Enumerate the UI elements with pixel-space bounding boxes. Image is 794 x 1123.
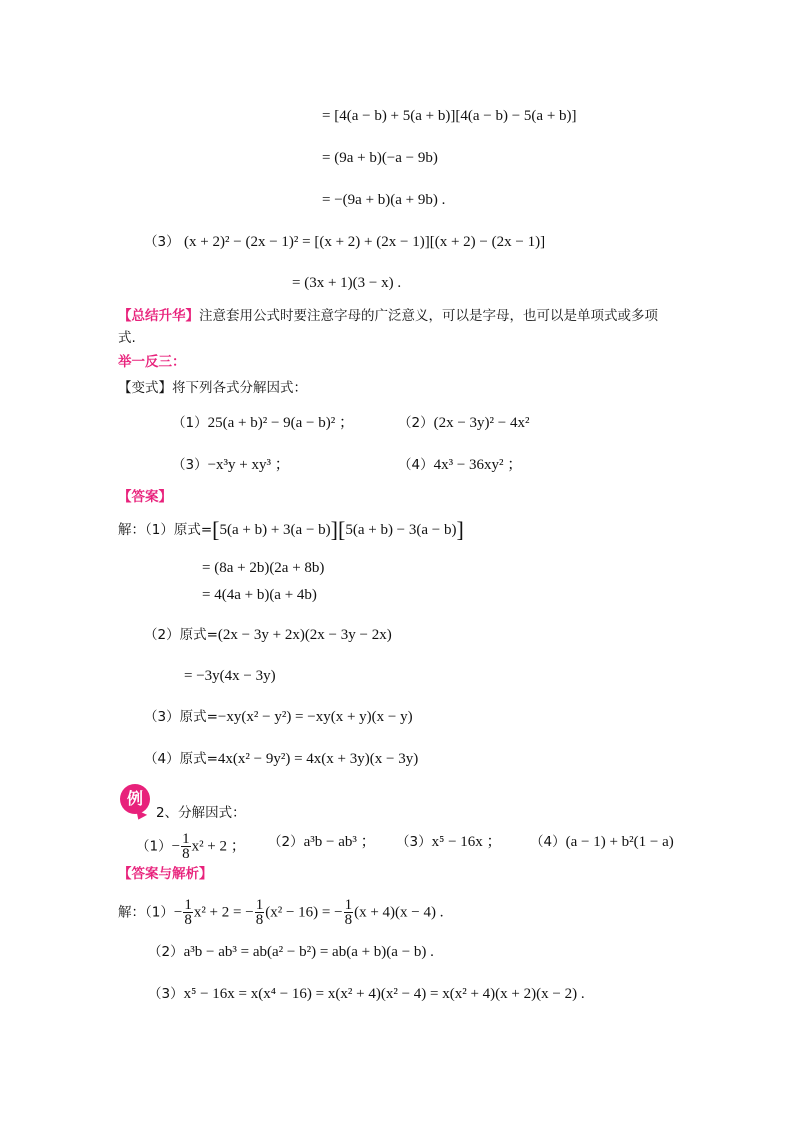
- answer-prefix: （4）原式=: [144, 751, 218, 767]
- expression: 4x³ − 36xy² ；: [433, 457, 523, 473]
- summary-label: 【总结升华】: [118, 308, 199, 324]
- practice-title: 举一反三：: [118, 354, 186, 370]
- expression: 25(a + b)² − 9(a − b)² ；: [207, 415, 355, 431]
- sign: −: [173, 904, 183, 921]
- answer-prefix: （3）原式=: [144, 709, 218, 725]
- answer-line: = 4(4a + b)(a + 4b): [202, 587, 317, 603]
- fraction-numerator: 1: [184, 897, 192, 913]
- analysis-line-2: [148, 942, 434, 962]
- item-number: （3）: [172, 457, 208, 473]
- solution-line: = [4(a − b) + 5(a + b)][4(a − b) − 5(a + b)]: [322, 108, 577, 124]
- summary-paragraph: [118, 306, 658, 326]
- variant-label: 【变式】将下列各式分解因式：: [118, 380, 307, 396]
- fraction-denominator: 8: [344, 912, 353, 928]
- expression: (2x − 3y)² − 4x²: [433, 415, 530, 431]
- answer-line-4: [144, 749, 418, 769]
- practice-question-3: [172, 455, 290, 475]
- expression: x² + 2 ；: [191, 838, 246, 855]
- fraction-denominator: 8: [255, 912, 264, 928]
- expression: 5(a + b) − 3(a − b): [345, 522, 457, 538]
- example-problem-4: [530, 832, 674, 852]
- answer-prefix: 解：（1）: [118, 904, 174, 921]
- expression: 4x(x² − 9y²) = 4x(x + 3y)(x − 3y): [217, 751, 419, 767]
- item-number: （2）: [398, 415, 434, 431]
- example-problem-2: [268, 832, 376, 852]
- solution-line: = −(9a + b)(a + 9b) .: [322, 192, 446, 208]
- answer-prefix: （2）原式=: [144, 627, 218, 643]
- expression: (x² − 16) = −: [265, 904, 343, 921]
- item-number: （4）: [398, 457, 434, 473]
- item-number: （2）: [148, 944, 184, 960]
- fraction-numerator: 1: [255, 897, 264, 913]
- expression: x⁵ − 16x ；: [431, 834, 502, 850]
- expression: −xy(x² − y²) = −xy(x + y)(x − y): [217, 709, 413, 725]
- summary-text: 注意套用公式时要注意字母的广泛意义，可以是字母，也可以是单项式或多项: [199, 308, 658, 324]
- practice-question-2: [398, 413, 530, 433]
- answer-line-3: [144, 707, 413, 727]
- sign: −: [171, 838, 181, 855]
- fraction-numerator: 1: [344, 897, 353, 913]
- item-number: （1）: [172, 415, 208, 431]
- example-problem-1: [136, 832, 246, 861]
- expression: a³b − ab³ ；: [303, 834, 376, 850]
- example-title: 2、分解因式：: [156, 805, 246, 821]
- item-number: （3）: [144, 234, 180, 250]
- answer-line: = (8a + 2b)(2a + 8b): [202, 560, 325, 576]
- item-number: （2）: [268, 834, 304, 850]
- expression: (a − 1) + b²(1 − a): [565, 834, 674, 850]
- expression: (x + 2)² − (2x − 1)² = [(x + 2) + (2x − 1)][(x + 2) − (2x − 1)]: [184, 234, 546, 250]
- expression: x⁵ − 16x = x(x⁴ − 16) = x(x² + 4)(x² − 4) = x(x² + 4)(x + 2)(x − 2) .: [183, 986, 585, 1002]
- answer-prefix: 解：（1）原式=: [118, 522, 213, 538]
- solution-line-3: [144, 232, 545, 252]
- analysis-line-1: [118, 898, 443, 927]
- example-badge: 例: [120, 784, 150, 814]
- expression: (2x − 3y + 2x)(2x − 3y − 2x): [217, 627, 392, 643]
- solution-line: = (3x + 1)(3 − x) .: [292, 275, 402, 291]
- expression: a³b − ab³ = ab(a² − b²) = ab(a + b)(a − b) .: [183, 944, 434, 960]
- solution-line: = (9a + b)(−a − 9b): [322, 150, 438, 166]
- answer-line: = −3y(4x − 3y): [184, 668, 276, 684]
- fraction-denominator: 8: [184, 912, 192, 928]
- fraction-denominator: 8: [182, 846, 190, 862]
- example-problem-3: [396, 832, 502, 852]
- analysis-label: 【答案与解析】: [118, 866, 213, 882]
- answer-line-2: [144, 625, 392, 645]
- answer-label: 【答案】: [118, 489, 172, 505]
- item-number: （3）: [148, 986, 184, 1002]
- item-number: （1）: [136, 838, 172, 855]
- practice-question-1: [172, 413, 354, 433]
- expression: x² + 2 = −: [193, 904, 254, 921]
- expression: −x³y + xy³ ；: [207, 457, 290, 473]
- answer-line-1: 解：（1）原式=[5(a + b) + 3(a − b)][5(a + b) − 3(a − b)]: [118, 517, 464, 542]
- item-number: （3）: [396, 834, 432, 850]
- practice-question-4: [398, 455, 522, 475]
- expression: 5(a + b) + 3(a − b): [219, 522, 331, 538]
- summary-text-cont: 式.: [118, 330, 136, 346]
- fraction-numerator: 1: [182, 831, 190, 847]
- analysis-line-3: [148, 984, 585, 1004]
- item-number: （4）: [530, 834, 566, 850]
- expression: (x + 4)(x − 4) .: [354, 904, 444, 921]
